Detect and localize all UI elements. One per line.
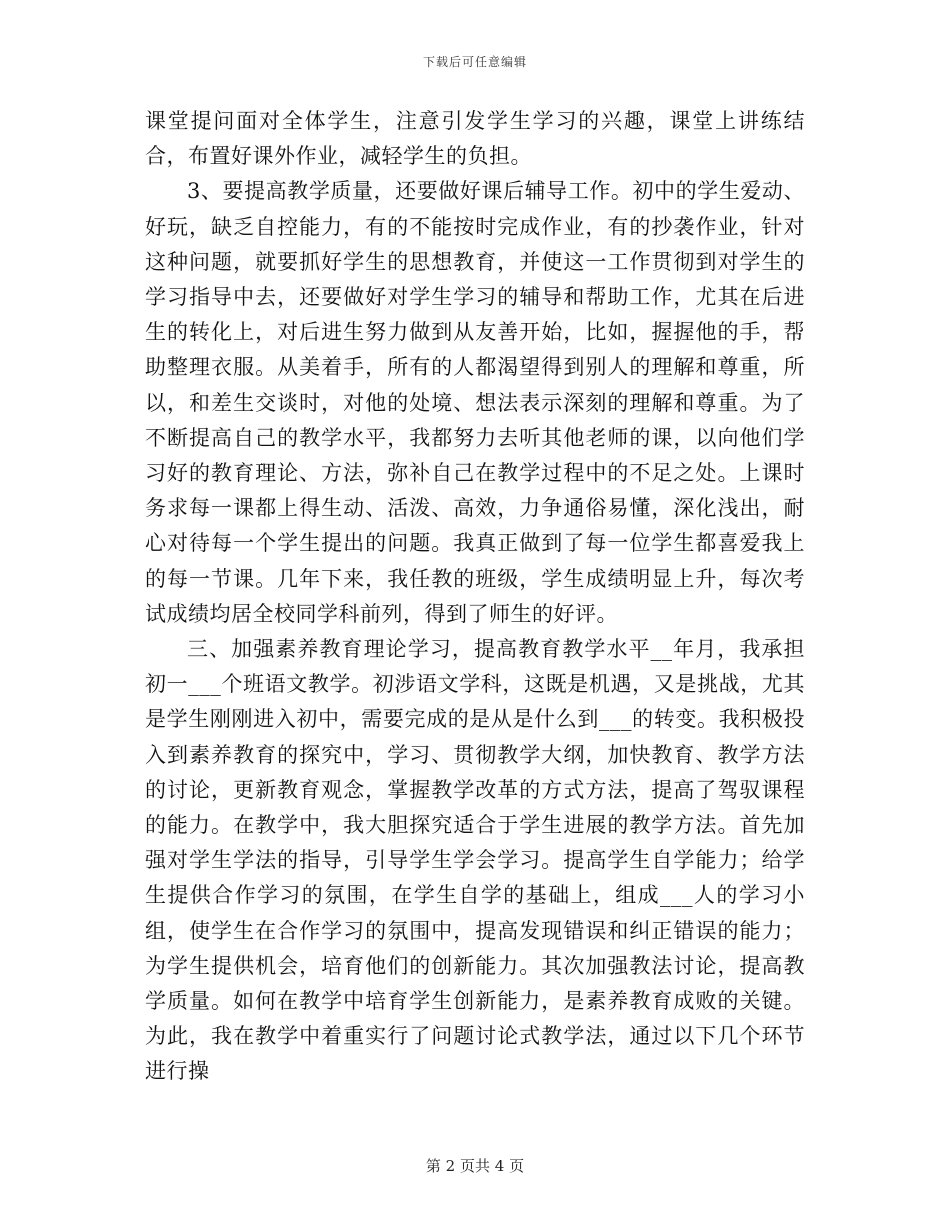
paragraph-tutoring: 3、要提高教学质量，还要做好课后辅导工作。初中的学生爱动、好玩，缺乏自控能力，有的不能按时完成作业，有的抄袭作业，针对这种问题，就要抓好学生的思想教育，并使这一工作贯彻到对学生的学习指导中去，还要做好对学生学习的辅导和帮助工作，尤其在后进生的转化上，对后进生努力做到从友善开始，比如，握握他的手，帮助整理衣服。从美着手，所有的人都渴望得到别人的理解和尊重，所以，和差生交谈时，对他的处境、想法表示深刻的理解和尊重。为了不断提高自己的教学水平，我都努力去听其他老师的课，以向他们学习好的教育理论、方法，弥补自己在教学过程中的不足之处。上课时务求每一课都上得生动、活泼、高效，力争通俗易懂，深化浅出，耐心对待每一个学生提出的问题。我真正做到了每一位学生都喜爱我上的每一节课。几年下来，我任教的班级，学生成绩明显上升，每次考试成绩均居全校同学科前列，得到了师生的好评。 xyxy=(145,179,805,626)
document-body xyxy=(145,104,805,1090)
paragraph-quality-education: 三、加强素养教育理论学习，提高教育教学水平__年月，我承担初一___个班语文教学。初涉语文学科，这既是机遇，又是挑战，尤其是学生刚刚进入初中，需要完成的是从是什么到___的转变。我积极投入到素养教育的探究中，学习、贯彻教学大纲，加快教育、教学方法的讨论，更新教育观念，掌握教学改革的方式方法，提高了驾驭课程的能力。在教学中，我大胆探究适合于学生进展的教学方法。首先加强对学生学法的指导，引导学生学会学习。提高学生自学能力；给学生提供合作学习的氛围，在学生自学的基础上，组成___人的学习小组，使学生在合作学习的氛围中，提高发现错误和纠正错误的能力；为学生提供机会，培育他们的创新能力。其次加强教法讨论，提高教学质量。如何在教学中培育学生创新能力，是素养教育成败的关键。为此，我在教学中着重实行了问题讨论式教学法，通过以下几个环节进行操 xyxy=(145,637,805,1084)
paragraph-continuation: 课堂提问面对全体学生，注意引发学生学习的兴趣，课堂上讲练结合，布置好课外作业，减轻学生的负担。 xyxy=(145,109,805,169)
page-number: 第 2 页共 4 页 xyxy=(425,1157,525,1175)
page-header: 下载后可任意编辑 xyxy=(422,55,527,69)
